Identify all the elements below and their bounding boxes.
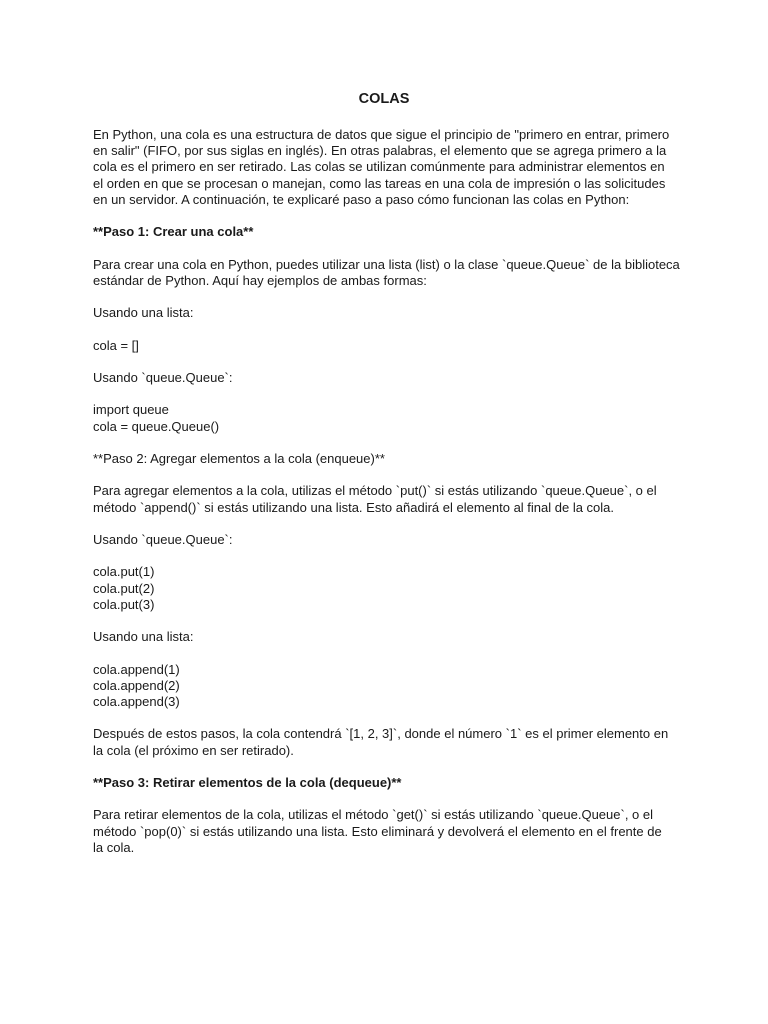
paragraph: Para agregar elementos a la cola, utilizas el método `put()` si estás utilizando `queue.Queue`, o el método `append()` si estás utilizando una lista. Esto añadirá el elemento al final de la cola.: [93, 483, 657, 515]
paragraph: Para retirar elementos de la cola, utilizas el método `get()` si estás utilizando `queue.Queue`, o el método `pop(0)` si estás utilizando una lista. Esto eliminará y devolverá el elemento en el frente de la cola.: [93, 807, 662, 855]
paragraph: Usando `queue.Queue`:: [93, 531, 233, 547]
paragraph: Usando una lista:: [93, 629, 194, 645]
paragraph: **Paso 2: Agregar elementos a la cola (enqueue)**: [93, 450, 385, 466]
paragraph: **Paso 3: Retirar elementos de la cola (dequeue)**: [93, 774, 402, 790]
paragraph: En Python, una cola es una estructura de datos que sigue el principio de "primero en entrar, primero en salir" (FIFO, por sus siglas en inglés). En otras palabras, el elemento que se agrega primero a la cola es el primero en ser retirado. Las colas se utilizan comúnmente para administrar elementos en el orden en que se procesan o manejan, como las tareas en una cola de impresión o las solicitudes en un servidor. A continuación, te explicaré paso a paso cómo funcionan las colas en Python:: [93, 127, 670, 207]
document-title: COLAS: [358, 91, 410, 107]
paragraph: Usando una lista:: [93, 305, 194, 321]
paragraph: import queue cola = queue.Queue(): [93, 402, 220, 434]
paragraph: cola = []: [93, 337, 139, 353]
paragraph: Usando `queue.Queue`:: [93, 369, 233, 385]
paragraph: **Paso 1: Crear una cola**: [93, 224, 254, 240]
paragraph: Para crear una cola en Python, puedes utilizar una lista (list) o la clase `queue.Queue` de la biblioteca estándar de Python. Aquí hay ejemplos de ambas formas:: [93, 256, 680, 288]
paragraph: cola.put(1) cola.put(2) cola.put(3): [93, 564, 155, 612]
paragraph: cola.append(1) cola.append(2) cola.append(3): [93, 661, 180, 709]
document-body: [93, 127, 683, 872]
paragraph: Después de estos pasos, la cola contendrá `[1, 2, 3]`, donde el número `1` es el primer elemento en la cola (el próximo en ser retirado).: [93, 726, 669, 758]
